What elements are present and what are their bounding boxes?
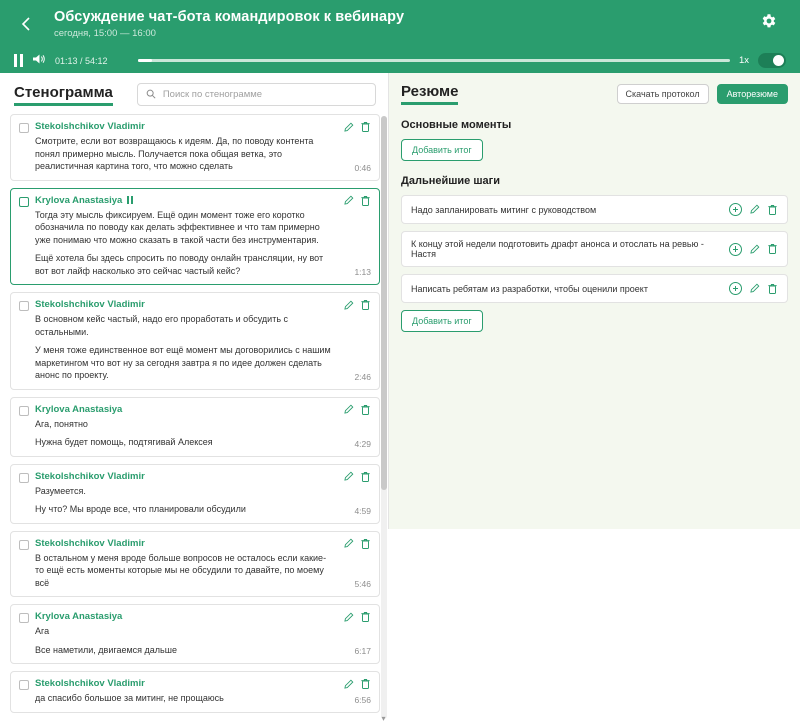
pencil-icon[interactable] (749, 244, 760, 255)
transcript-header (0, 73, 388, 114)
message-checkbox[interactable] (19, 406, 29, 416)
message-side (339, 611, 371, 656)
transcript-message[interactable] (10, 292, 380, 390)
speaker-label: Krylova Anastasiya (35, 611, 123, 622)
trash-icon[interactable] (360, 611, 371, 623)
message-body (35, 299, 333, 382)
message-timestamp: 2:46 (354, 371, 371, 382)
message-body (35, 404, 333, 449)
pencil-icon[interactable] (343, 404, 354, 415)
progress-fill (138, 59, 152, 62)
volume-button[interactable] (32, 52, 46, 70)
message-actions (343, 121, 371, 133)
message-text: Все наметили, двигаемся дальше (35, 644, 177, 655)
player-toggle[interactable] (758, 53, 786, 68)
app-header (0, 0, 800, 47)
message-speaker (35, 678, 333, 689)
message-side (339, 538, 371, 590)
pencil-icon[interactable] (343, 122, 354, 133)
message-side (339, 121, 371, 173)
search-icon (146, 86, 156, 104)
message-body (35, 611, 333, 656)
message-text: Тогда эту мысль фиксируем. Ещё один момент тоже его коротко обозначила по поводу как делать эффективнее и что там примерно уже понимаю что можно сказать в такой части без инструментария. (35, 209, 320, 245)
plus-circle-icon[interactable] (729, 203, 742, 216)
add-next-step-button[interactable]: Добавить итог (401, 310, 483, 332)
download-protocol-button[interactable]: Скачать протокол (617, 84, 709, 104)
transcript-message[interactable] (10, 464, 380, 524)
message-actions (343, 611, 371, 623)
audio-player-bar (0, 47, 800, 73)
message-text: В остальном у меня вроде больше вопросов не осталось если какие-то ещё есть моменты которые мы не обсудили то давайте, по моему всё (35, 552, 327, 588)
message-speaker (35, 471, 333, 482)
page-title: Обсуждение чат-бота командировок к вебинару (54, 8, 405, 25)
playback-speed[interactable]: 1x (738, 55, 749, 66)
trash-icon[interactable] (360, 471, 371, 483)
key-points-title: Основные моменты (401, 119, 512, 131)
trash-icon[interactable] (360, 538, 371, 550)
speaker-label: Stekolshchikov Vladimir (35, 537, 145, 549)
message-text: У меня тоже единственное вот ещё момент мы договорились с нашим маркетингом что вот ну за сегодня завтра я по идее должен сделать анонс по проекту. (35, 345, 331, 380)
trash-icon[interactable] (360, 678, 371, 690)
transcript-list (10, 114, 380, 721)
message-checkbox[interactable] (19, 123, 29, 133)
speaker-label: Krylova Anastasiya (35, 403, 123, 415)
main-body (0, 73, 800, 723)
message-speaker (35, 195, 333, 206)
pencil-icon[interactable] (343, 300, 354, 311)
message-timestamp: 6:56 (354, 694, 371, 705)
message-speaker (35, 121, 333, 132)
message-side (339, 195, 371, 278)
message-side (339, 404, 371, 449)
message-actions (343, 538, 371, 550)
add-key-point-button[interactable]: Добавить итог (401, 139, 483, 161)
volume-icon (32, 52, 46, 70)
message-checkbox[interactable] (19, 473, 29, 483)
next-step-text: К концу этой недели подготовить драфт анонса и отослать на ревью - Настя (411, 239, 704, 259)
trash-icon[interactable] (360, 404, 371, 416)
speaker-label: Stekolshchikov Vladimir (35, 121, 145, 132)
next-step-actions (729, 203, 778, 216)
message-text: Ага (35, 626, 50, 636)
message-text: да спасибо большое за митинг, не прощаюсь (35, 693, 224, 703)
message-pause-icon[interactable] (127, 196, 133, 204)
plus-circle-icon[interactable] (729, 282, 742, 295)
back-button[interactable] (0, 0, 54, 47)
next-steps-list (401, 195, 788, 310)
message-actions (343, 299, 371, 311)
message-body (35, 471, 333, 516)
settings-button[interactable] (752, 7, 786, 41)
speaker-label: Stekolshchikov Vladimir (35, 299, 145, 310)
transcript-message[interactable] (10, 114, 380, 181)
message-text: Смотрите, если вот возвращаюсь к идеям. Да, по поводу контента понял примерно мысль. Получается пока общая ветка, это реалистичная картина того, что можно сделать (35, 136, 314, 171)
pause-button[interactable] (14, 54, 23, 67)
message-side (339, 299, 371, 382)
summary-panel (389, 73, 800, 529)
search-input[interactable] (161, 88, 367, 101)
transcript-panel (0, 73, 389, 723)
transcript-search[interactable] (137, 83, 376, 106)
message-speaker (35, 611, 333, 622)
pencil-icon[interactable] (749, 283, 760, 294)
gear-icon (760, 12, 778, 35)
playback-time: 01:13 / 54:12 (55, 55, 108, 66)
message-timestamp: 4:29 (354, 438, 371, 449)
trash-icon[interactable] (360, 121, 371, 133)
message-speaker (35, 404, 333, 415)
chevron-left-icon (19, 16, 35, 32)
message-text: Ещё хотела бы здесь спросить по поводу онлайн трансляции, ну вот вот вот лайф насколько это сейчас частый кейс? (35, 253, 324, 276)
message-body (35, 195, 333, 278)
transcript-scrollbar[interactable] (381, 116, 387, 719)
message-body (35, 678, 333, 705)
next-step-actions (729, 243, 778, 256)
trash-icon[interactable] (360, 195, 371, 207)
message-checkbox[interactable] (19, 301, 29, 311)
pencil-icon[interactable] (343, 679, 354, 690)
message-actions (343, 404, 371, 416)
transcript-message[interactable] (10, 604, 380, 664)
progress-slider[interactable] (138, 59, 730, 62)
pencil-icon[interactable] (343, 612, 354, 623)
meeting-datetime: сегодня, 15:00 — 16:00 (54, 27, 156, 39)
transcript-message[interactable] (10, 397, 380, 457)
message-body (35, 538, 333, 590)
next-step-text: Надо запланировать митинг с руководством (411, 204, 597, 215)
message-checkbox[interactable] (19, 680, 29, 690)
next-step-row[interactable] (401, 195, 788, 224)
message-timestamp: 5:46 (354, 579, 371, 589)
pencil-icon[interactable] (343, 538, 354, 549)
speaker-label: Stekolshchikov Vladimir (35, 470, 145, 482)
transcript-title: Стенограмма (14, 84, 113, 106)
pause-icon (14, 54, 23, 67)
next-steps-title: Дальнейшие шаги (401, 175, 500, 187)
next-step-text: Написать ребятам из разработки, чтобы оценили проект (411, 283, 648, 294)
speaker-label: Stekolshchikov Vladimir (35, 678, 145, 689)
message-text: Нужна будет помощь, подтягивай Алексея (35, 437, 213, 447)
plus-circle-icon[interactable] (729, 243, 742, 256)
scroll-down-arrow-icon[interactable]: ▾ (381, 713, 386, 723)
message-text: Ну что? Мы вроде все, что планировали обсудили (35, 504, 246, 514)
summary-header (401, 83, 788, 105)
next-step-row[interactable] (401, 231, 788, 267)
trash-icon[interactable] (360, 299, 371, 311)
autosummary-button[interactable]: Авторезюме (717, 84, 788, 104)
message-side (339, 678, 371, 705)
header-titles (54, 9, 752, 39)
message-text: Разумеется. (35, 485, 86, 496)
message-timestamp: 0:46 (354, 162, 371, 173)
message-body (35, 121, 333, 173)
message-speaker (35, 538, 333, 549)
next-step-row[interactable] (401, 274, 788, 303)
message-timestamp: 4:59 (354, 505, 371, 516)
trash-icon[interactable] (767, 243, 778, 255)
message-side (339, 471, 371, 516)
pencil-icon[interactable] (343, 195, 354, 206)
transcript-scroll-area[interactable] (0, 114, 388, 721)
message-timestamp: 1:13 (354, 267, 371, 277)
speaker-label: Krylova Anastasiya (35, 194, 123, 206)
transcript-message[interactable] (10, 671, 380, 713)
transcript-message[interactable] (10, 531, 380, 598)
message-actions (343, 471, 371, 483)
message-checkbox[interactable] (19, 540, 29, 550)
message-speaker (35, 299, 333, 310)
message-checkbox[interactable] (19, 613, 29, 623)
transcript-message[interactable] (10, 188, 380, 286)
message-actions (343, 195, 371, 207)
pencil-icon[interactable] (749, 204, 760, 215)
scrollbar-thumb[interactable] (381, 116, 387, 490)
trash-icon[interactable] (767, 283, 778, 295)
message-text: В основном кейс частый, надо его проработать и обсудить с остальными. (35, 314, 289, 337)
message-actions (343, 678, 371, 690)
next-step-actions (729, 282, 778, 295)
message-timestamp: 6:17 (354, 646, 371, 656)
message-text: Ага, понятно (35, 418, 88, 429)
message-checkbox[interactable] (19, 197, 29, 207)
pencil-icon[interactable] (343, 471, 354, 482)
trash-icon[interactable] (767, 204, 778, 216)
summary-title: Резюме (401, 83, 458, 105)
